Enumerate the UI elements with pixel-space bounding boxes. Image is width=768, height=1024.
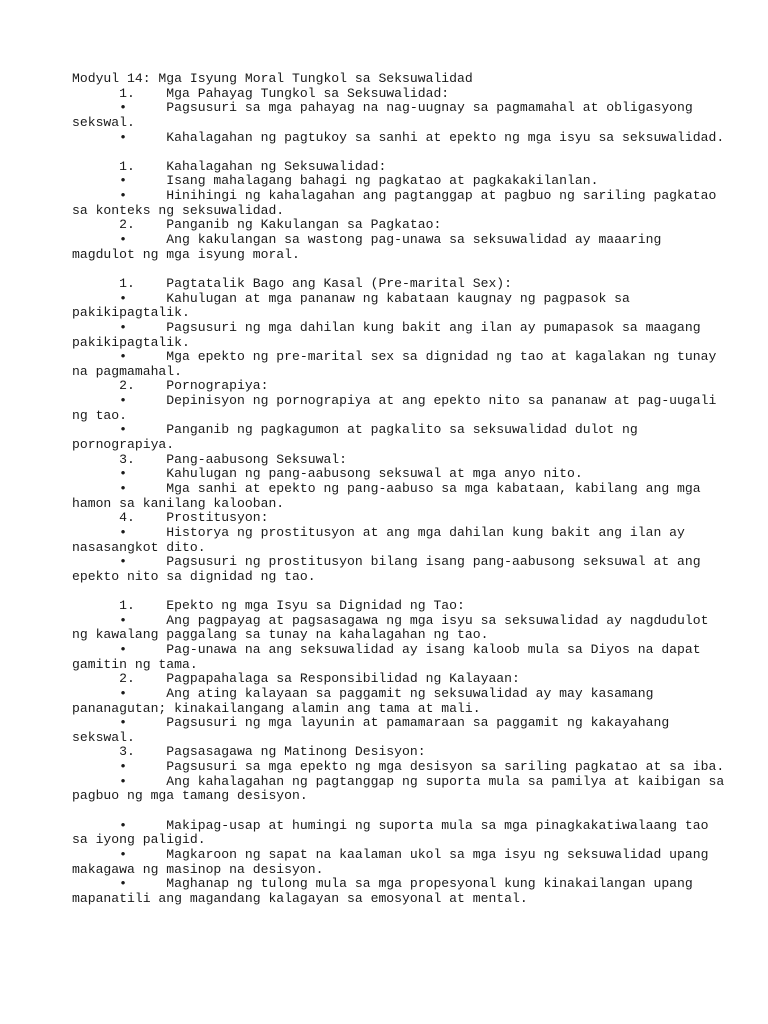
document-page <box>72 71 725 907</box>
document-line: sa konteks ng seksuwalidad. <box>72 202 285 218</box>
document-line: • Pagsusuri ng mga dahilan kung bakit ang ilan ay pumapasok sa maagang <box>72 319 701 335</box>
document-line: pagbuo ng mga tamang desisyon. <box>72 788 308 804</box>
document-line: • Magkaroon ng sapat na kaalaman ukol sa mga isyu ng seksuwalidad upang <box>72 846 709 862</box>
document-line: magdulot ng mga isyung moral. <box>72 246 300 262</box>
document-line: pakikipagtalik. <box>72 334 190 350</box>
document-line: • Ang kahalagahan ng pagtanggap ng suporta mula sa pamilya at kaibigan sa <box>72 773 725 789</box>
document-line: mapanatili ang magandang kalagayan sa emosyonal at mental. <box>72 890 528 906</box>
document-line: • Ang ating kalayaan sa paggamit ng seksuwalidad ay may kasamang <box>72 685 654 701</box>
document-line: epekto nito sa dignidad ng tao. <box>72 568 316 584</box>
document-line: • Mga epekto ng pre-marital sex sa dignidad ng tao at kagalakan ng tunay <box>72 349 717 365</box>
document-line: 4. Prostitusyon: <box>72 510 269 526</box>
document-line: • Maghanap ng tulong mula sa mga propesyonal kung kinakailangan upang <box>72 876 693 892</box>
document-line: sekswal. <box>72 114 135 130</box>
document-line: 1. Epekto ng mga Isyu sa Dignidad ng Tao: <box>72 598 465 614</box>
document-line: • Ang pagpayag at pagsasagawa ng mga isyu sa seksuwalidad ay nagdudulot <box>72 612 709 628</box>
document-line: na pagmamahal. <box>72 363 183 379</box>
document-line: • Pag-unawa na ang seksuwalidad ay isang kaloob mula sa Diyos na dapat <box>72 641 701 657</box>
document-line: nasasangkot dito. <box>72 539 206 555</box>
document-line: • Kahalagahan ng pagtukoy sa sanhi at epekto ng mga isyu sa seksuwalidad. <box>72 129 725 145</box>
document-line: hamon sa kanilang kalooban. <box>72 495 285 511</box>
document-line: 2. Pornograpiya: <box>72 378 269 394</box>
document-line: • Panganib ng pagkagumon at pagkalito sa seksuwalidad dulot ng <box>72 422 638 438</box>
document-line: • Historya ng prostitusyon at ang mga dahilan kung bakit ang ilan ay <box>72 524 685 540</box>
document-line <box>72 804 702 819</box>
document-line: • Kahulugan ng pang-aabusong seksuwal at mga anyo nito. <box>72 466 583 482</box>
document-line <box>72 584 702 599</box>
document-line: pornograpiya. <box>72 437 175 453</box>
document-line <box>72 262 702 277</box>
document-line: sa iyong paligid. <box>72 832 206 848</box>
document-line: • Pagsusuri ng mga layunin at pamamaraan sa paggamit ng kakayahang <box>72 715 670 731</box>
document-line: • Pagsusuri ng prostitusyon bilang isang pang-aabusong seksuwal at ang <box>72 554 701 570</box>
document-line: 2. Panganib ng Kakulangan sa Pagkatao: <box>72 217 442 233</box>
document-line: pakikipagtalik. <box>72 305 190 321</box>
document-line: • Hinihingi ng kahalagahan ang pagtanggap at pagbuo ng sariling pagkatao <box>72 188 717 204</box>
document-line <box>72 145 702 160</box>
document-line: 1. Pagtatalik Bago ang Kasal (Pre-marital Sex): <box>72 275 513 291</box>
document-line: pananagutan; kinakailangang alamin ang tama at mali. <box>72 700 481 716</box>
document-line: ng kawalang paggalang sa tunay na kahalagahan ng tao. <box>72 627 489 643</box>
document-line: 3. Pang-aabusong Seksuwal: <box>72 451 348 467</box>
document-line: gamitin ng tama. <box>72 656 198 672</box>
document-line: • Kahulugan at mga pananaw ng kabataan kaugnay ng pagpasok sa <box>72 290 630 306</box>
document-line: 2. Pagpapahalaga sa Responsibilidad ng Kalayaan: <box>72 671 520 687</box>
document-line: Modyul 14: Mga Isyung Moral Tungkol sa Seksuwalidad <box>72 71 473 86</box>
document-line: • Pagsusuri sa mga pahayag na nag-uugnay sa pagmamahal at obligasyong <box>72 100 693 116</box>
document-line: • Pagsusuri sa mga epekto ng mga desisyon sa sariling pagkatao at sa iba. <box>72 759 725 775</box>
document-line: 1. Mga Pahayag Tungkol sa Seksuwalidad: <box>72 85 450 101</box>
document-line: sekswal. <box>72 729 135 745</box>
document-line: 1. Kahalagahan ng Seksuwalidad: <box>72 158 387 174</box>
document-line: • Isang mahalagang bahagi ng pagkatao at pagkakakilanlan. <box>72 173 599 189</box>
document-line: • Makipag-usap at humingi ng suporta mula sa mga pinagkakatiwalaang tao <box>72 817 709 833</box>
document-line: • Mga sanhi at epekto ng pang-aabuso sa mga kabataan, kabilang ang mga <box>72 480 701 496</box>
document-line: • Ang kakulangan sa wastong pag-unawa sa seksuwalidad ay maaaring <box>72 232 662 248</box>
document-line: • Depinisyon ng pornograpiya at ang epekto nito sa pananaw at pag-uugali <box>72 393 717 409</box>
document-line: makagawa ng masinop na desisyon. <box>72 861 324 877</box>
document-line: 3. Pagsasagawa ng Matinong Desisyon: <box>72 744 426 760</box>
document-line: ng tao. <box>72 407 128 423</box>
